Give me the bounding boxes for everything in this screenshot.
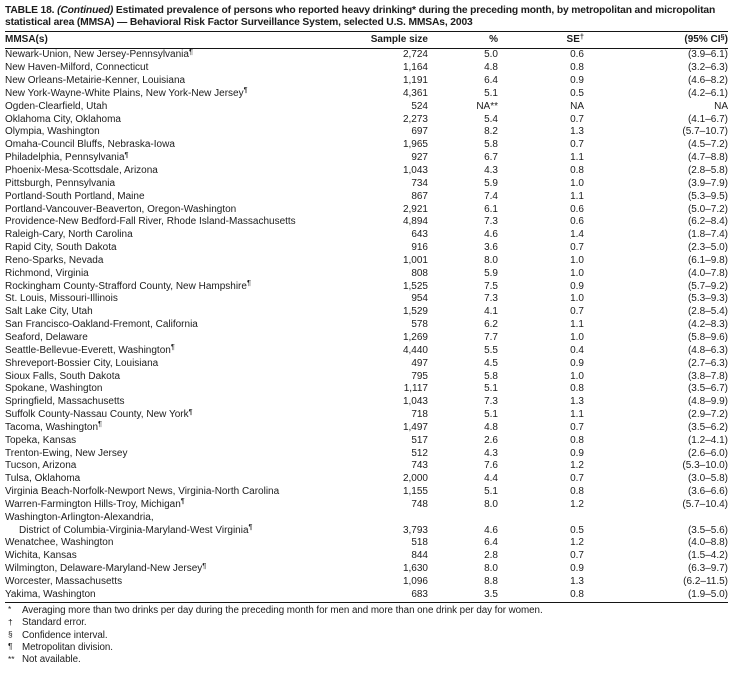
sample-size-value: 1,043 (402, 165, 428, 176)
mmsa-name: Wichita, Kansas (5, 550, 77, 562)
standard-error-value (498, 512, 584, 525)
standard-error-value: 1.0 (570, 331, 584, 343)
mmsa-name: Omaha-Council Bluffs, Nebraska-Iowa (5, 139, 175, 151)
mmsa-name: Sioux Falls, South Dakota (5, 370, 121, 382)
percent-value: 7.5 (484, 280, 498, 292)
superscript-mark: ¶ (248, 522, 253, 532)
percent-value: 8.0 (484, 498, 498, 510)
confidence-interval-value: (6.3–9.7) (687, 563, 728, 575)
table-body (5, 46, 728, 602)
confidence-interval-value: (3.9–7.9) (687, 177, 728, 189)
percent-value: 5.1 (484, 486, 498, 498)
standard-error-value: 0.7 (570, 306, 584, 318)
percent-value: 4.6 (484, 229, 498, 241)
table-head (5, 32, 728, 49)
table-row (5, 62, 728, 75)
sample-size-value: 743 (411, 460, 428, 472)
column-header-4: (95% CI§) (584, 32, 728, 49)
table-row (5, 126, 728, 139)
standard-error-value: 0.6 (570, 49, 584, 61)
footnote-symbol: ¶ (8, 641, 13, 652)
mmsa-name: Trenton-Ewing, New Jersey (5, 447, 128, 459)
table-row (5, 512, 728, 525)
percent-value (428, 512, 498, 525)
table-row (5, 358, 728, 371)
sample-size-value: 2,921 (402, 203, 428, 215)
table-title-text: Estimated prevalence of persons who reported heavy drinking* during the preceding month, by metropolitan and micropolitan statistical area (MMSA) — Behavioral Risk Factor Surveillance System, selected U.S. MMSAs, 2003 (5, 5, 716, 28)
column-header-2: % (428, 32, 498, 49)
standard-error-value: 1.3 (570, 126, 584, 138)
sample-size-value: 867 (411, 190, 428, 202)
mmsa-name: District of Columbia-Virginia-Maryland-West Virginia¶ (19, 522, 253, 536)
percent-value: 8.8 (484, 576, 498, 587)
sample-size-value: 1,965 (402, 139, 428, 151)
standard-error-value: 1.1 (570, 152, 584, 164)
confidence-interval-value: (3.2–6.3) (687, 62, 728, 74)
table-row (5, 242, 728, 255)
table-row (5, 319, 728, 332)
footnote-text: Confidence interval. (22, 629, 108, 641)
mmsa-name: Oklahoma City, Oklahoma (5, 113, 121, 125)
sample-size-value: 4,440 (402, 344, 428, 356)
sample-size-value: 844 (411, 550, 428, 562)
percent-value: 2.6 (484, 434, 498, 446)
footnote (5, 642, 729, 654)
confidence-interval-value: (5.3–9.3) (687, 293, 728, 305)
superscript-mark: ¶ (243, 85, 248, 95)
confidence-interval-value: (6.2–11.5) (683, 576, 728, 587)
percent-value: 7.3 (484, 396, 498, 408)
percent-value: 4.8 (484, 421, 498, 433)
continued-label: (Continued) (57, 5, 114, 16)
confidence-interval-value: (3.6–6.6) (687, 486, 728, 498)
percent-value: 6.4 (484, 537, 498, 549)
sample-size-value: 2,724 (402, 49, 428, 61)
mmsa-name: Pittsburgh, Pennsylvania (5, 177, 116, 189)
superscript-mark: ¶ (180, 496, 185, 506)
standard-error-value: 1.1 (570, 190, 584, 202)
sample-size-value: 2,000 (402, 473, 428, 485)
mmsa-name: Olympia, Washington (5, 126, 100, 138)
footnotes (5, 605, 729, 667)
standard-error-value: 0.6 (570, 203, 584, 215)
percent-value: 5.1 (484, 87, 498, 99)
confidence-interval-value: (6.1–9.8) (687, 254, 728, 266)
percent-value: 7.3 (484, 293, 498, 305)
mmsa-name: Virginia Beach-Norfolk-Newport News, Virginia-North Carolina (5, 486, 280, 498)
percent-value: 5.9 (484, 267, 498, 279)
table-row (5, 114, 728, 127)
sample-size-value: 524 (411, 100, 428, 112)
table-row (5, 88, 728, 101)
sample-size-value: 518 (411, 537, 428, 549)
mmsa-name: Rockingham County-Strafford County, New Hampshire¶ (5, 278, 251, 292)
sample-size-value: 517 (411, 434, 428, 446)
table-number: TABLE 18. (5, 5, 58, 16)
percent-value: 4.3 (484, 447, 498, 459)
table-row (5, 293, 728, 306)
mmsa-name: Warren-Farmington Hills-Troy, Michigan¶ (5, 496, 185, 510)
mmsa-name: Ogden-Clearfield, Utah (5, 100, 108, 112)
footnote-text: Not available. (22, 654, 81, 666)
confidence-interval-value: (2.8–5.4) (687, 306, 728, 318)
mmsa-name: St. Louis, Missouri-Illinois (5, 293, 118, 305)
column-header-3: SE† (498, 32, 584, 49)
percent-value: 3.6 (484, 242, 498, 254)
standard-error-value: 1.1 (570, 409, 584, 421)
mmsa-name: Tacoma, Washington¶ (5, 419, 102, 433)
table-row (5, 229, 728, 242)
table-row (5, 525, 728, 538)
confidence-interval-value: (5.7–9.2) (687, 280, 728, 292)
standard-error-value: 1.0 (570, 267, 584, 279)
percent-value: 2.8 (484, 550, 498, 562)
percent-value: 8.0 (484, 563, 498, 575)
sample-size-value: 1,096 (402, 576, 428, 587)
mmsa-name: Wilmington, Delaware-Maryland-New Jersey¶ (5, 560, 207, 575)
superscript-mark: ¶ (188, 406, 193, 416)
table-row (5, 486, 728, 499)
table-row (5, 563, 728, 576)
table-row (5, 473, 728, 486)
standard-error-value: 1.2 (570, 460, 584, 472)
percent-value: 5.8 (484, 370, 498, 382)
standard-error-value: 0.7 (570, 421, 584, 433)
percent-value: 4.1 (484, 306, 498, 318)
table-row (5, 409, 728, 422)
mmsa-name: Portland-South Portland, Maine (5, 190, 145, 202)
superscript-mark: ¶ (188, 46, 193, 56)
mmsa-name: Washington-Arlington-Alexandria, (5, 511, 154, 523)
table-row (5, 152, 728, 165)
sample-size-value: 1,525 (402, 280, 428, 292)
standard-error-value: 0.7 (570, 139, 584, 151)
confidence-interval-value: (5.7–10.7) (682, 126, 728, 138)
table-row (5, 537, 728, 550)
confidence-interval-value: (3.9–6.1) (687, 49, 728, 61)
sample-size-value: 1,269 (402, 331, 428, 343)
percent-value: 5.8 (484, 139, 498, 151)
mmsa-name: Yakima, Washington (5, 589, 363, 602)
table-row (5, 499, 728, 512)
sample-size-value: 795 (411, 370, 428, 382)
table-row (5, 178, 728, 191)
mmsa-name: Seattle-Bellevue-Everett, Washington¶ (5, 342, 175, 356)
mmsa-name: Reno-Sparks, Nevada (5, 254, 104, 266)
table-row (5, 101, 728, 114)
table-row (5, 371, 728, 384)
percent-value: 8.2 (484, 126, 498, 138)
percent-value: 6.4 (484, 75, 498, 87)
mmsa-name: Tulsa, Oklahoma (5, 473, 81, 485)
confidence-interval-value: (2.8–5.8) (687, 165, 728, 176)
sample-size-value: 927 (411, 152, 428, 164)
standard-error-value: 0.8 (570, 434, 584, 446)
table-row (5, 139, 728, 152)
sample-size-value: 1,001 (402, 254, 428, 266)
table-row (5, 191, 728, 204)
percent-value: 7.7 (484, 331, 498, 343)
percent-value: 4.3 (484, 165, 498, 176)
footnote-symbol: § (8, 629, 13, 639)
confidence-interval-value: (2.3–5.0) (687, 242, 728, 254)
percent-value: 4.8 (484, 62, 498, 74)
confidence-interval-value: (4.0–8.8) (687, 537, 728, 549)
table-row (5, 396, 728, 409)
mmsa-name: Rapid City, South Dakota (5, 242, 117, 254)
sample-size-value: 512 (411, 447, 428, 459)
standard-error-value: 0.9 (570, 357, 584, 369)
standard-error-value: 1.3 (570, 576, 584, 587)
confidence-interval-value: (4.5–7.2) (687, 139, 728, 151)
percent-value: 8.0 (484, 254, 498, 266)
standard-error-value: 0.8 (570, 486, 584, 498)
standard-error-value: 0.9 (570, 563, 584, 575)
confidence-interval-value: (6.2–8.4) (687, 216, 728, 228)
confidence-interval-value: (4.6–8.2) (687, 75, 728, 87)
standard-error-value: 1.0 (570, 370, 584, 382)
table-row (5, 306, 728, 319)
standard-error-value: 0.5 (570, 524, 584, 536)
sample-size-value: 1,164 (402, 62, 428, 74)
sample-size-value: 1,497 (402, 421, 428, 433)
mmsa-name: Providence-New Bedford-Fall River, Rhode Island-Massachusetts (5, 216, 296, 228)
table-header-row (5, 32, 728, 49)
confidence-interval-value: (4.2–8.3) (687, 319, 728, 331)
superscript-mark: ¶ (98, 419, 102, 429)
mmsa-name: Wenatchee, Washington (5, 537, 114, 549)
standard-error-value: 0.8 (570, 62, 584, 74)
standard-error-value: NA (570, 100, 584, 112)
confidence-interval-value: (3.5–6.2) (687, 421, 728, 433)
sample-size-value: 643 (411, 229, 428, 241)
mmsa-name: Suffolk County-Nassau County, New York¶ (5, 406, 193, 421)
confidence-interval-value: (5.0–7.2) (687, 203, 728, 215)
confidence-interval-value: (3.5–5.6) (687, 524, 728, 536)
mmsa-name: New Haven-Milford, Connecticut (5, 62, 149, 74)
standard-error-value: 0.7 (570, 550, 584, 562)
footnote-symbol: † (8, 616, 13, 627)
percent-value: 4.5 (484, 357, 498, 369)
mmsa-name: Tucson, Arizona (5, 460, 77, 472)
percent-value: 5.4 (484, 113, 498, 125)
standard-error-value: 0.5 (570, 87, 584, 99)
confidence-interval-value: (1.8–7.4) (687, 229, 728, 241)
footnote (5, 617, 729, 629)
table-row (5, 448, 728, 461)
standard-error-value: 1.3 (570, 396, 584, 408)
standard-error-value: 1.1 (570, 319, 584, 331)
standard-error-value: 0.8 (570, 383, 584, 395)
footnote (5, 630, 729, 642)
mmsa-name: Topeka, Kansas (5, 434, 77, 446)
column-header-1: Sample size (363, 32, 428, 49)
confidence-interval-value: (3.0–5.8) (687, 473, 728, 485)
footnote (5, 654, 729, 666)
mmsa-name: Portland-Vancouver-Beaverton, Oregon-Washington (5, 203, 237, 215)
sample-size-value: 748 (411, 498, 428, 510)
standard-error-value: 0.8 (570, 165, 584, 176)
mmsa-name: Phoenix-Mesa-Scottsdale, Arizona (5, 165, 158, 176)
percent-value: 7.3 (484, 216, 498, 228)
footnote-text: Standard error. (22, 617, 87, 629)
table-row (5, 422, 728, 435)
sample-size-value: 2,273 (402, 113, 428, 125)
footnote-text: Averaging more than two drinks per day during the preceding month for men and more than one drink per day for women. (22, 604, 543, 616)
table-row (5, 268, 728, 281)
confidence-interval-value: (4.1–6.7) (687, 113, 728, 125)
standard-error-value: 0.8 (498, 589, 584, 602)
sample-size-value: 734 (411, 177, 428, 189)
sample-size-value: 1,630 (402, 563, 428, 575)
sample-size-value: 578 (411, 319, 428, 331)
sample-size-value: 1,117 (403, 383, 428, 395)
confidence-interval-value: (5.8–9.6) (687, 331, 728, 343)
mmsa-name: Richmond, Virginia (5, 267, 89, 279)
sample-size-value: 697 (411, 126, 428, 138)
table-row (5, 216, 728, 229)
table-row (5, 435, 728, 448)
confidence-interval-value: (4.8–9.9) (687, 396, 728, 408)
standard-error-value: 0.7 (570, 473, 584, 485)
table-row (5, 204, 728, 217)
confidence-interval-value: (5.3–9.5) (687, 190, 728, 202)
mmsa-name: New York-Wayne-White Plains, New York-New Jersey¶ (5, 85, 248, 99)
sample-size-value: 4,361 (402, 87, 428, 99)
table-row (5, 49, 728, 62)
standard-error-value: 0.6 (570, 216, 584, 228)
sample-size-value: 683 (363, 589, 428, 602)
confidence-interval-value: (5.3–10.0) (682, 460, 728, 472)
percent-value: 6.1 (484, 203, 498, 215)
sample-size-value: 808 (411, 267, 428, 279)
confidence-interval-value: (3.5–6.7) (687, 383, 728, 395)
sample-size-value: 4,894 (402, 216, 428, 228)
confidence-interval-value (584, 512, 728, 525)
sample-size-value: 718 (411, 409, 428, 421)
confidence-interval-value: (3.8–7.8) (687, 370, 728, 382)
mmsa-name: Salt Lake City, Utah (5, 306, 93, 318)
percent-value: 6.7 (484, 152, 498, 164)
table-row (5, 75, 728, 88)
percent-value: 5.1 (484, 409, 498, 421)
superscript-mark: ¶ (170, 342, 175, 352)
confidence-interval-value: (4.0–7.8) (687, 267, 728, 279)
table-row (5, 383, 728, 396)
sample-size-value: 954 (411, 293, 428, 305)
mmsa-name: San Francisco-Oakland-Fremont, California (5, 319, 198, 331)
table-row (5, 332, 728, 345)
percent-value: 3.5 (428, 589, 498, 602)
table-row (5, 460, 728, 473)
table-row (5, 550, 728, 563)
table-row (5, 281, 728, 294)
confidence-interval-value: (2.9–7.2) (687, 409, 728, 421)
standard-error-value: 0.9 (570, 75, 584, 87)
table-row (5, 589, 728, 602)
sample-size-value: 916 (411, 242, 428, 254)
sample-size-value: 497 (411, 357, 428, 369)
confidence-interval-value: (1.9–5.0) (584, 589, 728, 602)
confidence-interval-value: (2.7–6.3) (687, 357, 728, 369)
standard-error-value: 1.2 (570, 537, 584, 549)
mmsa-name: Seaford, Delaware (5, 331, 88, 343)
percent-value: 7.6 (484, 460, 498, 472)
standard-error-value: 0.9 (570, 447, 584, 459)
mmsa-name: Shreveport-Bossier City, Louisiana (5, 357, 159, 369)
footnote-text: Metropolitan division. (22, 641, 113, 653)
table-title (5, 5, 729, 28)
confidence-interval-value: (5.7–10.4) (682, 498, 728, 510)
mmsa-name: New Orleans-Metairie-Kenner, Louisiana (5, 75, 186, 87)
sample-size-value (363, 512, 428, 525)
percent-value: 5.1 (484, 383, 498, 395)
percent-value: 5.5 (484, 344, 498, 356)
standard-error-value: 1.2 (570, 498, 584, 510)
percent-value: NA** (476, 100, 498, 112)
superscript-mark: † (579, 31, 584, 41)
prevalence-table (5, 31, 728, 602)
confidence-interval-value: (4.2–6.1) (687, 87, 728, 99)
confidence-interval-value: (1.5–4.2) (687, 550, 728, 562)
footnote-symbol: * (8, 604, 12, 615)
percent-value: 5.0 (484, 49, 498, 61)
standard-error-value: 0.9 (570, 280, 584, 292)
percent-value: 6.2 (484, 319, 498, 331)
standard-error-value: 1.0 (570, 293, 584, 305)
superscript-mark: ¶ (124, 149, 129, 159)
sample-size-value: 1,529 (402, 306, 428, 318)
superscript-mark: § (720, 31, 725, 41)
standard-error-value: 0.7 (570, 113, 584, 125)
confidence-interval-value: NA (714, 100, 728, 112)
percent-value: 7.4 (484, 190, 498, 202)
percent-value: 4.4 (484, 473, 498, 485)
percent-value: 5.9 (484, 177, 498, 189)
column-header-0: MMSA(s) (5, 32, 363, 49)
superscript-mark: ¶ (202, 560, 207, 570)
table-row (5, 255, 728, 268)
table-row (5, 165, 728, 178)
sample-size-value: 1,155 (402, 486, 428, 498)
standard-error-value: 1.4 (570, 229, 584, 241)
table-row (5, 576, 728, 589)
superscript-mark: ¶ (246, 278, 251, 288)
standard-error-value: 1.0 (570, 177, 584, 189)
standard-error-value: 1.0 (570, 254, 584, 266)
confidence-interval-value: (1.2–4.1) (687, 434, 728, 446)
mmsa-name: Newark-Union, New Jersey-Pennsylvania¶ (5, 46, 193, 61)
mmsa-name: Raleigh-Cary, North Carolina (5, 229, 133, 241)
sample-size-value: 1,191 (402, 75, 428, 87)
mmsa-name: Spokane, Washington (5, 383, 103, 395)
standard-error-value: 0.7 (570, 242, 584, 254)
sample-size-value: 1,043 (402, 396, 428, 408)
table-row (5, 345, 728, 358)
mmsa-name: Springfield, Massachusetts (5, 396, 125, 408)
footnote-symbol: ** (8, 653, 15, 664)
footnote (5, 605, 729, 617)
confidence-interval-value: (4.8–6.3) (687, 344, 728, 356)
mmsa-name: Philadelphia, Pennsylvania¶ (5, 149, 129, 164)
confidence-interval-value: (4.7–8.8) (687, 152, 728, 164)
percent-value: 4.6 (484, 524, 498, 536)
mmsa-name: Worcester, Massachusetts (5, 576, 123, 587)
standard-error-value: 0.4 (570, 344, 584, 356)
sample-size-value: 3,793 (402, 524, 428, 536)
confidence-interval-value: (2.6–6.0) (687, 447, 728, 459)
